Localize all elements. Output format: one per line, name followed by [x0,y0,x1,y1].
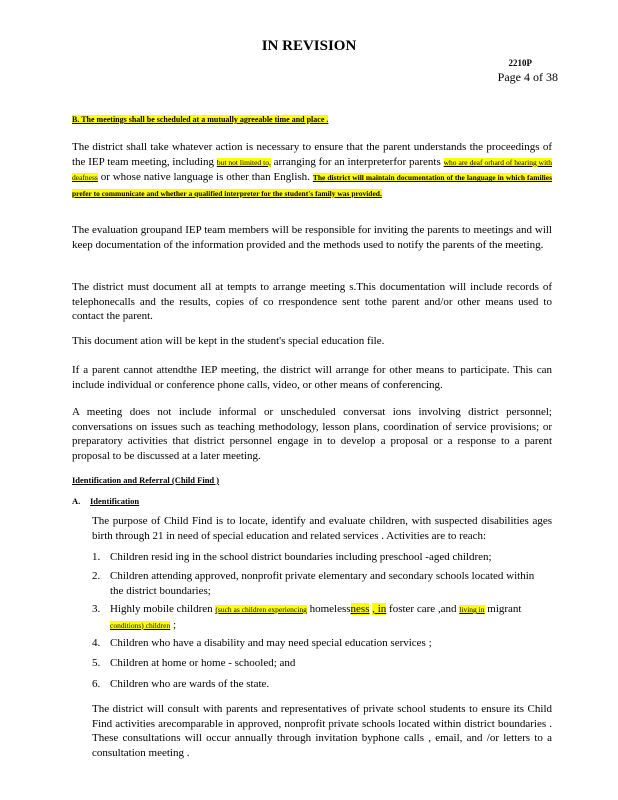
list-item-number: 3. [92,603,101,615]
purpose-paragraph: The purpose of Child Find is to locate, identify and evaluate children, with suspected disabilities ages birth through 21 in need of special education and related services . Activities are to reach: [92,515,552,542]
other-means-paragraph: If a parent cannot attendthe IEP meeting, the district will arrange for other means to participate. This can include individual or conference phone calls, video, or other means of conferencing. [72,364,552,391]
subsection-heading [72,496,139,506]
interpreter-highlight-2: who are deaf orhard of hearing with deafness [72,157,552,183]
section-heading: Identification and Referral (Child Find ) [72,475,220,485]
list-item-highlight: (such as children experiencing [215,605,307,614]
list-item-number: 2. [92,570,101,582]
documentation-paragraph: The district must document all at tempts to arrange meeting s.This documentation will include records of telephonecalls and the results, copies of co rrespondence sent tothe parent and/or other means used to contact the parent. [72,281,552,323]
document-number: 2210P [508,58,532,68]
list-item-highlight: ness [350,603,370,615]
interpreter-highlight-3: The district will maintain documentation of the language in which families prefer to communicate and whether a qualified interpreter for the student's family was provided. [72,173,552,198]
page-title: IN REVISION [261,38,357,54]
subsection-label: A. [72,496,81,506]
list-item-number: 5. [92,657,101,669]
list-item-number: 4. [92,637,101,649]
evaluation-paragraph: The evaluation groupand IEP team members will be responsible for inviting the parents to meetings and will keep documentation of the information provided and the methods used to notify the parents of the meeting. [72,224,552,251]
list-item-text: Highly mobile children (such as children experiencing homelessness , in foster care ,and living in migrant conditions) children ; [110,603,522,631]
list-item [92,677,552,692]
list-item-number: 1. [92,551,101,563]
meeting-definition-paragraph: A meeting does not include informal or unscheduled conversat ions involving district personnel; conversations on issues such as teaching methodology, lesson plans, coordination of service provisions; or preparatory activities that district personnel engage in to develop a proposal or a response to a parent proposal to be discussed at a later meeting. [72,406,552,462]
list-item-number: 6. [92,678,101,690]
list-item-highlight: living in [459,605,485,614]
file-paragraph: This document ation will be kept in the student's special education file. [72,335,385,347]
list-item-text: Children who have a disability and may need special education services ; [110,637,432,649]
page-number: Page 4 of 38 [497,70,558,84]
list-item [92,569,552,598]
list-item [92,656,552,671]
interpreter-text-b: arranging for an interpreterfor parents [270,155,444,168]
list-item [92,602,552,633]
interpreter-paragraph [72,140,552,201]
list-item [92,550,552,565]
list-item-text: Children who are wards of the state. [110,678,270,690]
interpreter-highlight-1: but not limited to, [216,157,271,167]
consultation-paragraph: The district will consult with parents and representatives of private school students to ensure its Child Find activities arecomparable in approved, nonprofit private schools located within district boundaries . These consultations will occur annually through invitation byphone calls , email, and /or letters to a consultation meeting . [92,703,552,759]
interpreter-text-c: or whose native language is other than English. [97,171,313,184]
meetings-heading-text: B. The meetings shall be scheduled at a mutually agreeable time and place . [72,115,329,124]
subsection-title: Identification [90,496,140,506]
list-item-text: Children at home or home - schooled; and [110,657,296,669]
list-item-text: Children attending approved, nonprofit private elementary and secondary schools located within the district boundaries; [110,570,535,597]
interpreter-text-a: The district shall take whatever action is necessary to ensure that the parent understands the proceedings of the IEP team meeting, including [72,141,552,168]
list-item [92,636,552,651]
list-item-highlight: , in [372,603,387,615]
list-item-highlight: conditions) children [110,620,171,630]
meetings-heading [72,113,552,128]
list-item-text: Children resid ing in the school district boundaries including preschool -aged children; [110,551,492,563]
